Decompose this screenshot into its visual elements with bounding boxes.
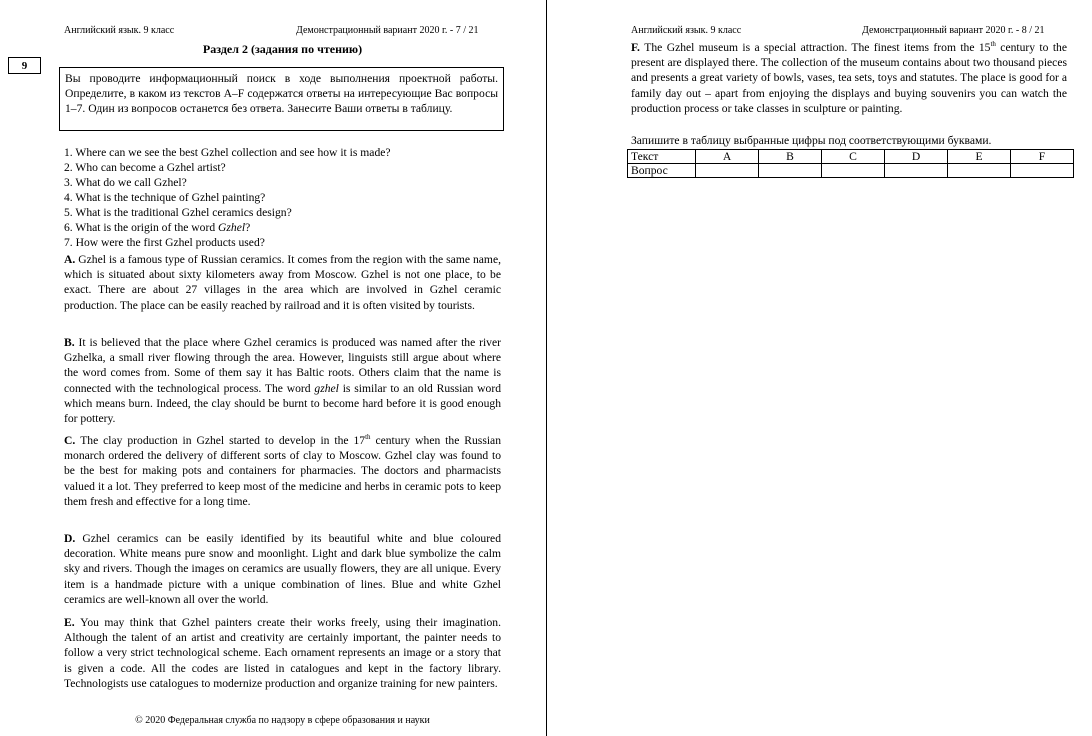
section-title: Раздел 2 (задания по чтению)	[202, 42, 363, 56]
paragraph-f	[631, 40, 1067, 116]
task-number-box: 9	[8, 57, 41, 74]
paragraph-letter: B.	[64, 336, 75, 349]
copyright-footer: © 2020 Федеральная служба по надзору в сфере образования и науки	[135, 715, 430, 726]
left-header-subject: Английский язык. 9 класс	[64, 25, 175, 36]
left-header-page: Демонстрационный вариант 2020 г. - 7 / 21	[296, 25, 479, 36]
instructions-text: Вы проводите информационный поиск в ходе выполнения проектной работы. Определите, в каком из текстов A–F содержатся ответы на интересующие Вас вопросы 1–7. Один из вопросов останется без ответа. Занесите Ваши ответы в таблицу.	[65, 72, 498, 115]
question-item: 7. How were the first Gzhel products used?	[64, 236, 265, 249]
paragraph-c	[64, 433, 501, 509]
questions-list	[64, 145, 501, 250]
page-divider	[546, 0, 547, 736]
answer-cell[interactable]	[822, 164, 885, 178]
question-item: 4. What is the technique of Gzhel painting?	[64, 191, 266, 204]
answer-cell[interactable]	[948, 164, 1011, 178]
question-item: 1. Where can we see the best Gzhel collection and see how it is made?	[64, 146, 391, 159]
row-label-question: Вопрос	[628, 164, 696, 178]
paragraph-text: Gzhel ceramics can be easily identified by its beautiful white and blue coloured decoration. White means pure snow and moonlight. Light and dark blue symbolize the calm sky and rivers. Though the images on ceramics are usually flowers, they are all unique. Every item is a handmade picture with a unique combination of lines. Blue and white Gzhel ceramics are well-known all over the world.	[64, 532, 501, 606]
answer-cell[interactable]	[885, 164, 948, 178]
letter-cell: A	[696, 150, 759, 164]
paragraph-b	[64, 335, 501, 426]
answer-cell[interactable]	[1011, 164, 1074, 178]
paragraph-letter: E.	[64, 616, 75, 629]
table-row	[628, 150, 1074, 164]
paragraph-letter: A.	[64, 253, 76, 266]
paragraph-e	[64, 615, 501, 691]
answer-cell[interactable]	[759, 164, 822, 178]
right-header-page: Демонстрационный вариант 2020 г. - 8 / 21	[862, 25, 1045, 36]
row-label-text: Текст	[628, 150, 696, 164]
paragraph-text: The Gzhel museum is a special attraction. The finest items from the 15th century to the present are displayed there. The collection of the museum contains about two thousand pieces and presents a great variety of bowls, vases, tea sets, toys and statutes. The place is good for a family day out – apart from enjoying the displays and buying souvenirs you can watch the production process or take classes in sculpture or painting.	[631, 40, 1067, 115]
table-row	[628, 164, 1074, 178]
paragraph-letter: D.	[64, 532, 76, 545]
paragraph-text: Gzhel is a famous type of Russian ceramics. It comes from the region with the same name, which is situated about sixty kilometers away from Moscow. Gzhel is not one place, to be exact. There are about 27 villages in the area which are involved in Gzhel ceramic production. The place can be easily reached by railroad and it is often visited by tourists.	[64, 253, 501, 312]
letter-cell: B	[759, 150, 822, 164]
right-header-subject: Английский язык. 9 класс	[631, 25, 742, 36]
letter-cell: C	[822, 150, 885, 164]
question-item: 5. What is the traditional Gzhel ceramics design?	[64, 206, 292, 219]
paragraph-text: The clay production in Gzhel started to develop in the 17th century when the Russian monarch ordered the delivery of different sorts of clay to Moscow. Gzhel clay was found to be the best for making pots and containers for pharmacies. The doctors and pharmacists valued it a lot. They preferred to keep most of the medicine and herbs in ceramic pots to keep them fresh and effective for a long time.	[64, 433, 501, 508]
question-item: 2. Who can become a Gzhel artist?	[64, 161, 226, 174]
answer-table	[627, 149, 1074, 178]
paragraph-a	[64, 252, 501, 313]
question-item: 3. What do we call Gzhel?	[64, 176, 187, 189]
paragraph-text: You may think that Gzhel painters create their works freely, using their imagination. Although the talent of an artist and creativity are certainly important, the painter needs to follow a very strict technological scheme. Each ornament represents an image or a story that is given a code. All the codes are listed in catalogues and kept in the factory library. Technologists use catalogues to modernize production and organize training for new painters.	[64, 616, 501, 690]
paragraph-letter: F.	[631, 41, 640, 54]
letter-cell: F	[1011, 150, 1074, 164]
instructions-box	[59, 67, 504, 131]
paragraph-letter: C.	[64, 434, 76, 447]
letter-cell: E	[948, 150, 1011, 164]
table-caption: Запишите в таблицу выбранные цифры под соответствующими буквами.	[631, 134, 992, 147]
answer-cell[interactable]	[696, 164, 759, 178]
question-item: 6. What is the origin of the word Gzhel?	[64, 221, 251, 234]
paragraph-text: It is believed that the place where Gzhel ceramics is produced was named after the river Gzhelka, a small river flowing through the area. However, linguists still argue about where the word comes from. Some of them say it has Baltic roots. Others claim that the name is connected with the technological process. The word gzhel is similar to an old Russian word which means burn. Indeed, the clay should be burnt to become hard before it is good enough for pottery.	[64, 336, 501, 426]
letter-cell: D	[885, 150, 948, 164]
paragraph-d	[64, 531, 501, 607]
